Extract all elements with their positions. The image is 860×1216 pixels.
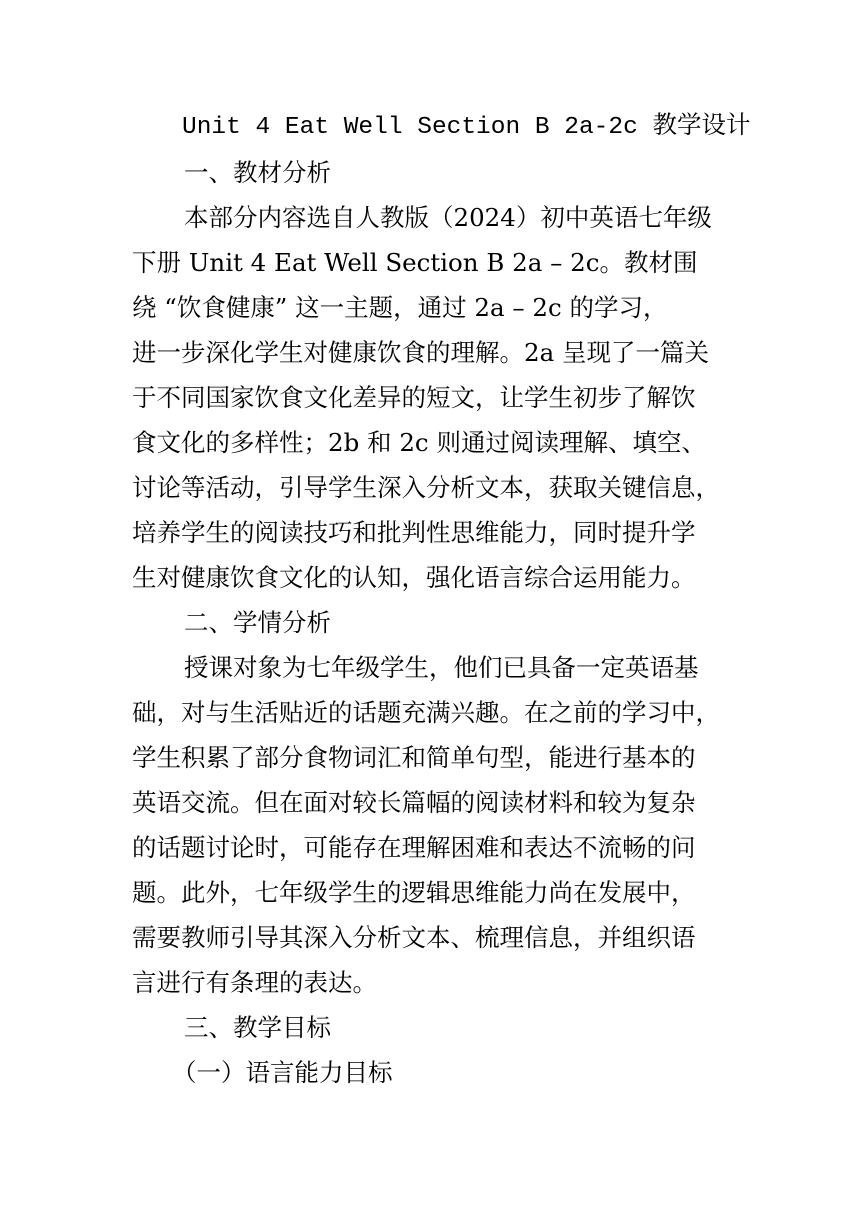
paragraph-line: 学生积累了部分食物词汇和简单句型，能进行基本的	[132, 743, 696, 772]
paragraph-line: 培养学生的阅读技巧和批判性思维能力，同时提升学	[132, 518, 696, 547]
paragraph-line: 的话题讨论时，可能存在理解困难和表达不流畅的问	[132, 833, 696, 862]
document-title: Unit 4 Eat Well Section B 2a-2c 教学设计	[182, 114, 751, 141]
paragraph-line: 绕 “饮食健康” 这一主题，通过 2a – 2c 的学习，	[132, 293, 668, 322]
paragraph-line: 于不同国家饮食文化差异的短文，让学生初步了解饮	[132, 383, 696, 412]
paragraph-line: 进一步深化学生对健康饮食的理解。2a 呈现了一篇关	[132, 338, 709, 367]
section-heading-learner-analysis: 二、学情分析	[184, 608, 331, 637]
section-heading-teaching-objectives: 三、教学目标	[184, 1013, 331, 1042]
paragraph-line: 本部分内容选自人教版（2024）初中英语七年级	[184, 203, 712, 232]
paragraph-line: 需要教师引导其深入分析文本、梳理信息，并组织语	[132, 923, 696, 952]
paragraph-line: 题。此外，七年级学生的逻辑思维能力尚在发展中，	[132, 878, 696, 907]
paragraph-line: 生对健康饮食文化的认知，强化语言综合运用能力。	[132, 563, 696, 592]
paragraph-line: 授课对象为七年级学生，他们已具备一定英语基	[184, 653, 699, 682]
paragraph-line: 英语交流。但在面对较长篇幅的阅读材料和较为复杂	[132, 788, 696, 817]
paragraph-line: 食文化的多样性；2b 和 2c 则通过阅读理解、填空、	[132, 428, 706, 457]
subheading-language-ability-objectives: （一）语言能力目标	[172, 1058, 393, 1087]
paragraph-line: 言进行有条理的表达。	[132, 968, 377, 997]
section-heading-textbook-analysis: 一、教材分析	[184, 158, 331, 187]
paragraph-line: 讨论等活动，引导学生深入分析文本，获取关键信息，	[132, 473, 720, 502]
paragraph-line: 下册 Unit 4 Eat Well Section B 2a – 2c。教材围	[132, 248, 698, 277]
paragraph-line: 础，对与生活贴近的话题充满兴趣。在之前的学习中，	[132, 698, 720, 727]
